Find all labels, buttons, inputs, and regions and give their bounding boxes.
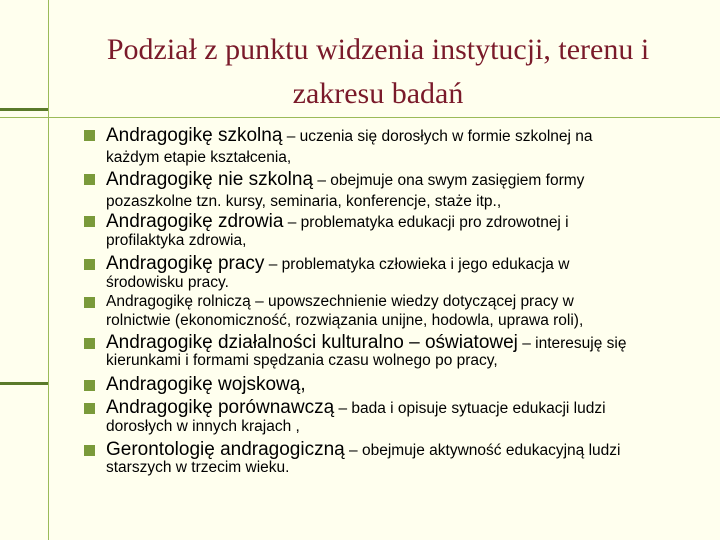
item-continuation: rolnictwie (ekonomiczność, rozwiązania unijne, hodowla, uprawa roli), bbox=[106, 312, 584, 329]
slide-title: Podział z punktu widzenia instytucji, terenu i zakresu badań bbox=[106, 33, 650, 110]
item-heading: Gerontologię andragogiczną bbox=[106, 439, 345, 460]
item-continuation: kierunkami i formami spędzania czasu wolnego po pracy, bbox=[106, 352, 498, 369]
item-description: – obejmuje aktywność edukacyjną ludzi bbox=[344, 442, 621, 459]
item-continuation: profilaktyka zdrowia, bbox=[106, 232, 247, 249]
list-item bbox=[106, 169, 706, 191]
item-heading: Andragogikę szkolną bbox=[106, 125, 283, 146]
item-description: – problematyka edukacji pro zdrowotnej i bbox=[283, 214, 569, 231]
item-heading: Andragogikę wojskową, bbox=[106, 374, 306, 395]
square-bullet-icon bbox=[84, 338, 95, 349]
item-heading: Andragogikę pracy bbox=[106, 253, 265, 274]
list-item bbox=[106, 332, 706, 354]
item-heading: Andragogikę zdrowia bbox=[106, 211, 284, 232]
list-item bbox=[106, 374, 706, 396]
item-description: – problematyka człowieka i jego edukacja w bbox=[264, 256, 570, 273]
square-bullet-icon bbox=[84, 403, 95, 414]
square-bullet-icon bbox=[84, 259, 95, 270]
item-continuation: każdym etapie kształcenia, bbox=[106, 149, 292, 166]
square-bullet-icon bbox=[84, 130, 95, 141]
item-description: – upowszechnienie wiedzy dotyczącej pracy w bbox=[250, 293, 574, 310]
list-item bbox=[106, 293, 706, 311]
square-bullet-icon bbox=[84, 380, 95, 391]
item-description: – uczenia się dorosłych w formie szkolnej na bbox=[282, 128, 593, 145]
item-description: – obejmuje ona swym zasięgiem formy bbox=[313, 172, 585, 189]
list-item bbox=[106, 397, 706, 419]
square-bullet-icon bbox=[84, 445, 95, 456]
item-continuation: starszych w trzecim wieku. bbox=[106, 459, 290, 476]
horizontal-rule bbox=[0, 117, 720, 118]
item-heading: Andragogikę porównawczą bbox=[106, 397, 335, 418]
square-bullet-icon bbox=[84, 174, 95, 185]
item-heading: Andragogikę działalności kulturalno – oświatowej bbox=[106, 332, 518, 353]
accent-bar-top bbox=[0, 108, 48, 111]
list-item bbox=[106, 253, 706, 275]
item-continuation: środowisku pracy. bbox=[106, 274, 229, 291]
square-bullet-icon bbox=[84, 216, 95, 227]
item-description: – bada i opisuje sytuacje edukacji ludzi bbox=[334, 400, 606, 417]
item-description: – interesuję się bbox=[517, 335, 627, 352]
square-bullet-icon bbox=[84, 297, 95, 308]
item-heading: Andragogikę nie szkolną bbox=[106, 169, 314, 190]
list-item bbox=[106, 439, 706, 461]
item-continuation: pozaszkolne tzn. kursy, seminaria, konferencje, staże itp., bbox=[106, 193, 502, 210]
vertical-rule bbox=[48, 0, 49, 540]
accent-bar-bottom bbox=[0, 382, 48, 385]
list-item bbox=[106, 211, 706, 233]
item-continuation: dorosłych w innych krajach , bbox=[106, 418, 300, 435]
list-item bbox=[106, 125, 706, 147]
item-heading: Andragogikę rolniczą bbox=[106, 293, 251, 310]
